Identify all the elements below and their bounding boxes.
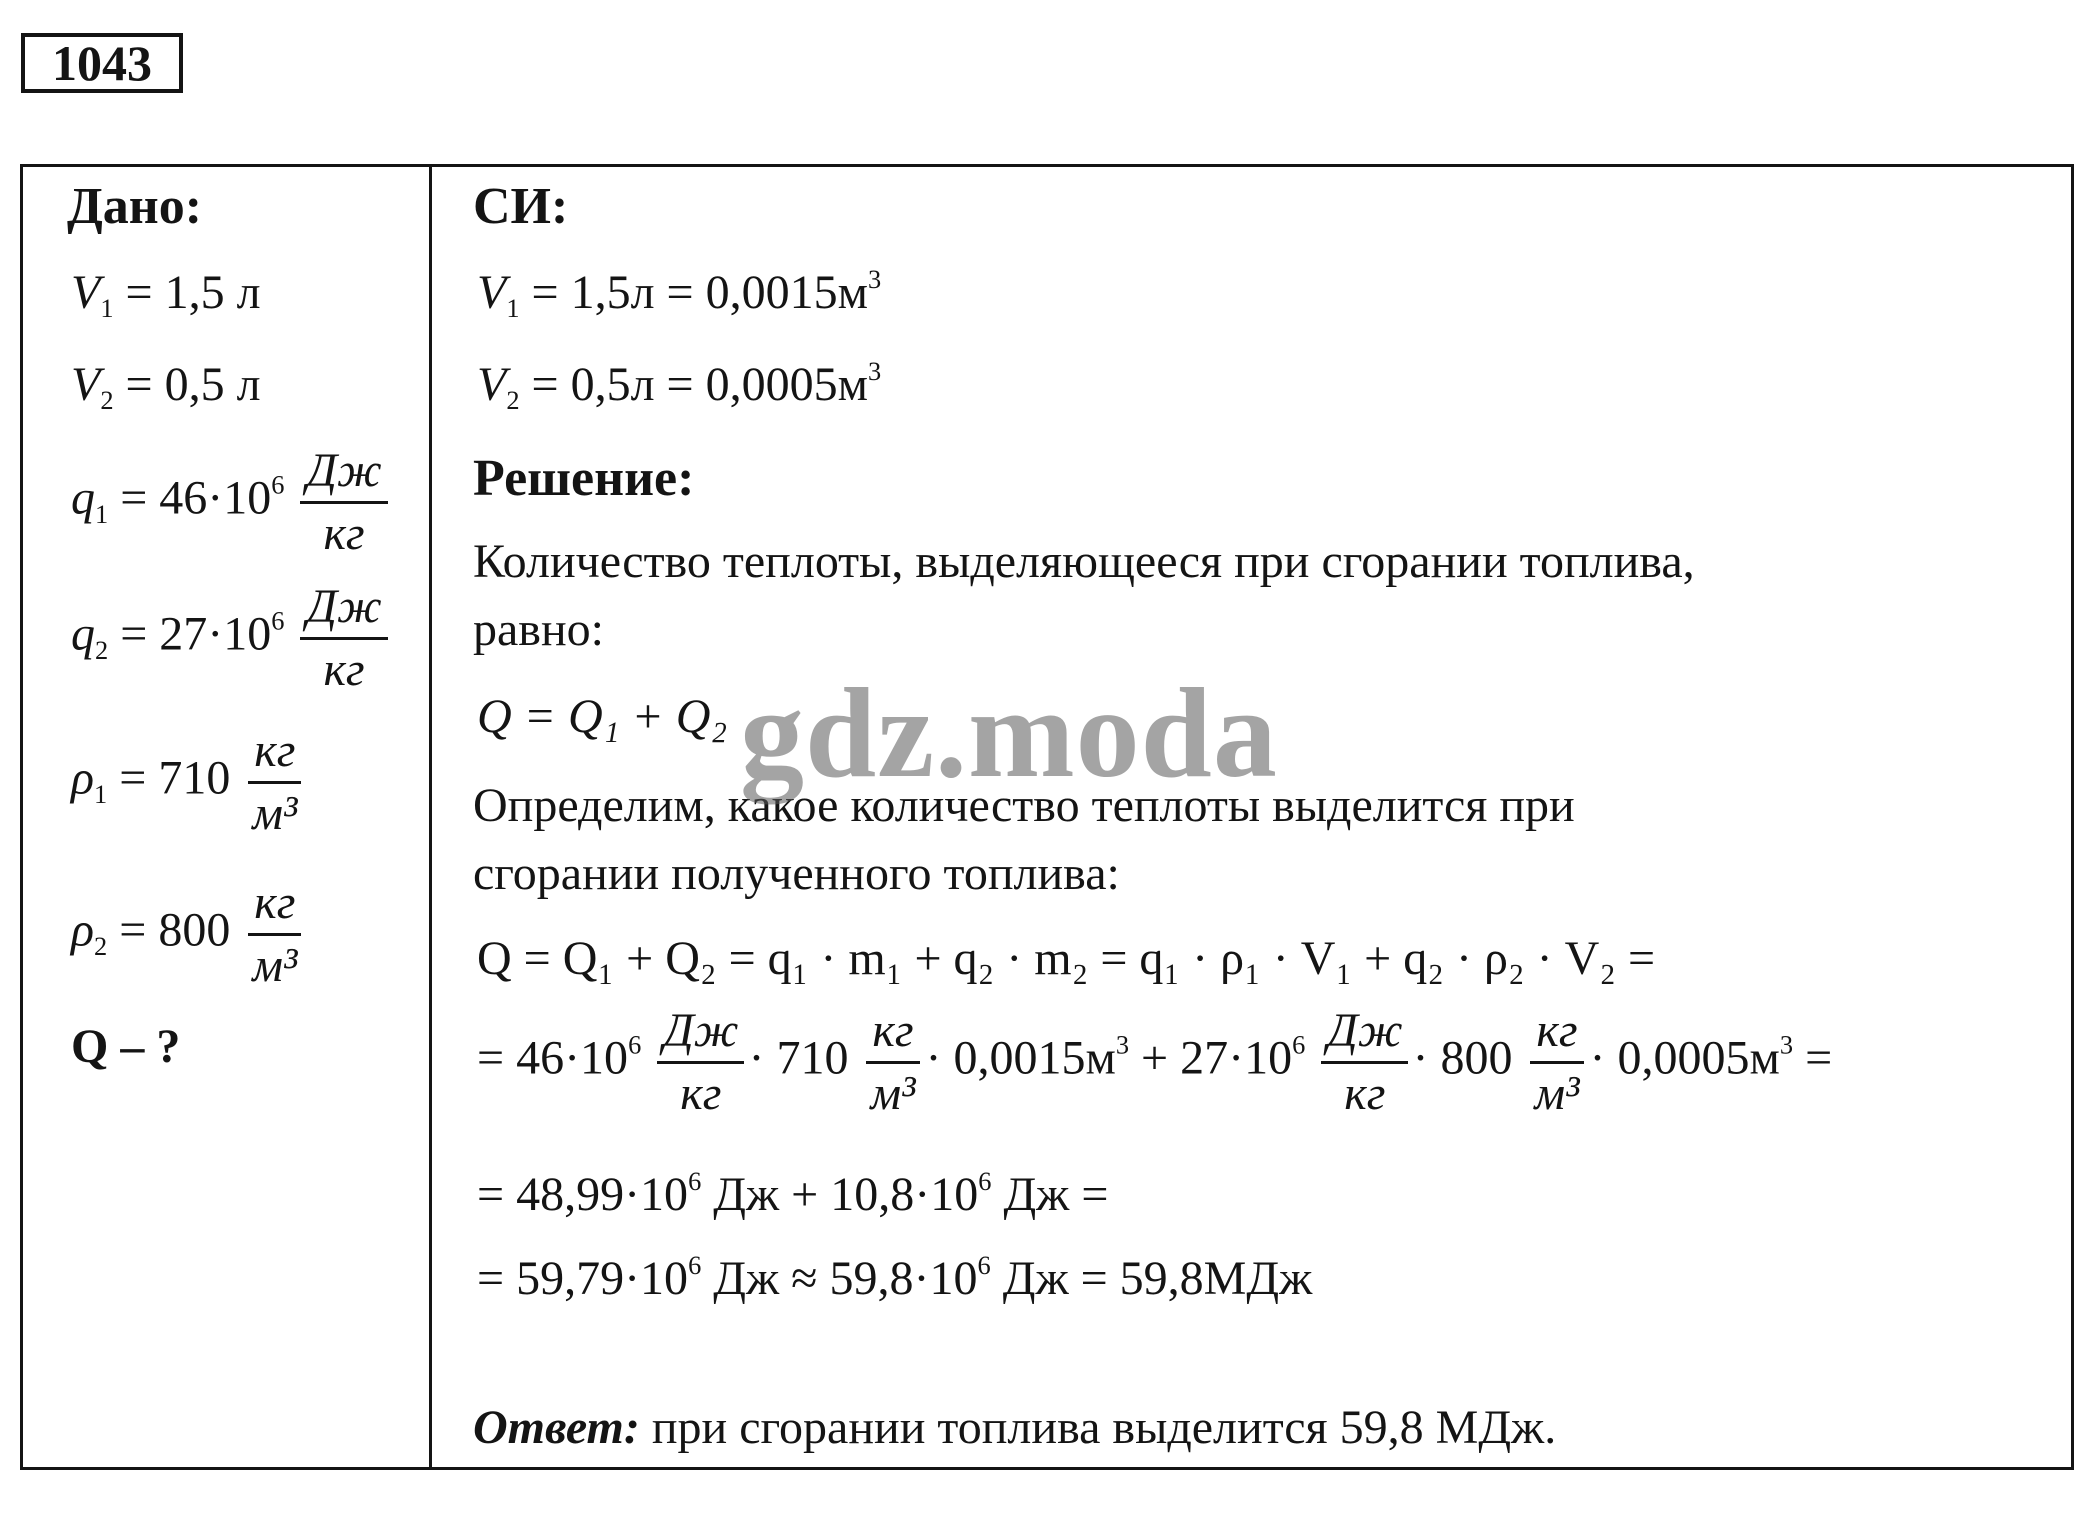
problem-number: 1043: [21, 33, 183, 93]
answer-line: [473, 1399, 1556, 1457]
answer-text: при сгорании топлива выделится 59,8 МДж.: [639, 1401, 1557, 1454]
si-line-2: $V_2 = 0,5л = 0,0005м^3$: [477, 356, 882, 416]
given-q1: $q_1 = 46\cdot 10^6$ $\frac{Дж}{кг}$: [71, 447, 392, 558]
solution-text-2a: Определим, какое количество теплоты выделится при: [473, 779, 1575, 832]
given-q2: $q_2 = 27\cdot 10^6$ $\frac{Дж}{кг}$: [71, 583, 392, 694]
solution-header: Решение:: [473, 450, 695, 507]
given-find: Q – ?: [71, 1020, 181, 1073]
given-rho2: $\rho_2 = 800$ $\frac{кг}{\text{м³}}$: [71, 879, 307, 990]
solution-column: [453, 167, 2053, 1467]
solution-text-1b: равно:: [473, 603, 604, 656]
given-v2: $V_2 = 0,5$ л: [71, 358, 261, 416]
formula-expansion: Q = Q₁ + Q₂ = q₁ · m₁ + q₂ · m₂ = q₁ · ρ₁ · V₁ + q₂ · ρ₂ · V₂ =: [477, 932, 1656, 985]
solution-text-2b: сгорании полученного топлива:: [473, 847, 1120, 900]
given-column: [47, 167, 423, 1467]
given-v1: $V_1 = 1,5$ л: [71, 266, 261, 324]
given-header: Дано:: [67, 178, 203, 235]
si-header: СИ:: [473, 178, 569, 235]
answer-label: Ответ:: [473, 1401, 640, 1454]
solution-text-1a: Количество теплоты, выделяющееся при сгорании топлива,: [473, 535, 1695, 588]
formula-sum: Q = Q₁ + Q₂: [477, 690, 728, 743]
given-rho1: $\rho_1 = 710$ $\frac{кг}{\text{м³}}$: [71, 727, 307, 838]
formula-result: = $59,79\cdot 10^6$ Дж ≈ $59,8\cdot 10^6$ Дж = 59,8МДж: [477, 1250, 1313, 1305]
solution-table: [20, 164, 2074, 1470]
watermark: gdz.moda: [740, 662, 1278, 804]
formula-intermediate: = $48,99\cdot 10^6$ Дж + $10,8\cdot 10^6$ Дж =: [477, 1166, 1109, 1221]
formula-substitution: = $46\cdot 10^6$ $\frac{Дж}{кг}$ · 710 $\frac{кг}{\text{м³}}$ · $0,0015м^3 + 27\cdot 10^6$ $\frac{Дж}{кг}$ · 800 $\frac{кг}{\text{м³}}$ · $0,0005м^3$ =: [477, 1004, 1833, 1120]
si-line-1: $V_1 = 1,5л = 0,0015м^3$: [477, 264, 882, 324]
column-divider: [429, 167, 432, 1467]
